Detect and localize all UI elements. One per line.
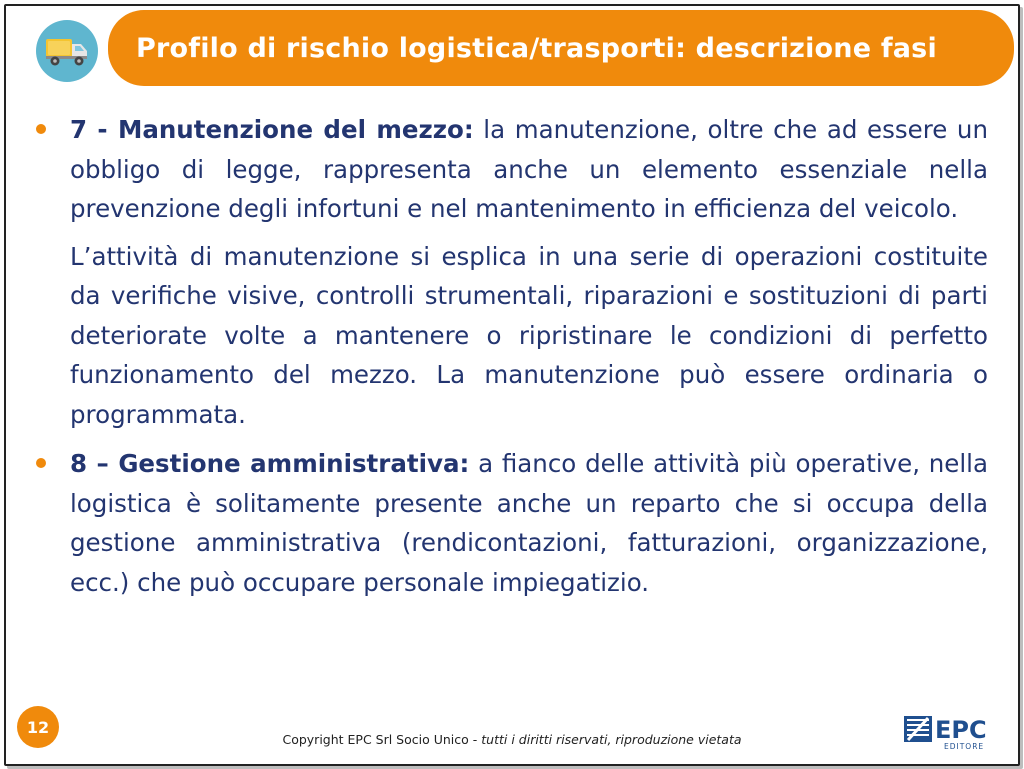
paragraph-7b: L’attività di manutenzione si esplica in una serie di operazioni costituite da verifiche visive, controlli strumentali, riparazioni e sostituzioni di parti deteriorate volte a mantenere o ripristinare le condizioni di perfetto funzionamento del mezzo. La manutenzione può essere ordinaria o programmata. xyxy=(70,241,988,429)
title-bar xyxy=(108,10,1014,86)
bullet-icon xyxy=(36,458,46,468)
paragraph-7 xyxy=(70,110,988,229)
bullet-icon xyxy=(36,124,46,134)
item7-text: la manutenzione, oltre che ad essere un obbligo di legge, rappresenta anche un elemento essenziale nella prevenzione degli infortuni e nel mantenimento in efficienza del veicolo. xyxy=(70,115,988,223)
list-item-8 xyxy=(36,444,988,602)
copyright-notice xyxy=(0,732,1024,747)
slide-body xyxy=(36,110,988,602)
logo-text: EPC xyxy=(935,716,987,744)
copyright-italic: tutti i diritti riservati, riproduzione vietata xyxy=(481,732,742,747)
copyright-main: Copyright EPC Srl Socio Unico - xyxy=(282,732,478,747)
slide-title: Profilo di rischio logistica/trasporti: descrizione fasi xyxy=(136,32,937,64)
item7-heading: 7 - Manutenzione del mezzo: xyxy=(70,115,474,144)
paragraph-8 xyxy=(70,444,988,602)
truck-icon xyxy=(36,20,98,82)
item8-text: a fianco delle attività più operative, nella logistica è solitamente presente anche un reparto che si occupa della gestione amministrativa (rendicontazioni, fatturazioni, organizzazione, ecc.) che può occupare personale impiegatizio. xyxy=(70,449,988,597)
logo-sub: EDITORE xyxy=(944,742,985,751)
page-number: 12 xyxy=(17,706,59,748)
epc-logo xyxy=(904,712,996,752)
list-item-7 xyxy=(36,110,988,434)
item8-heading: 8 – Gestione amministrativa: xyxy=(70,449,470,478)
